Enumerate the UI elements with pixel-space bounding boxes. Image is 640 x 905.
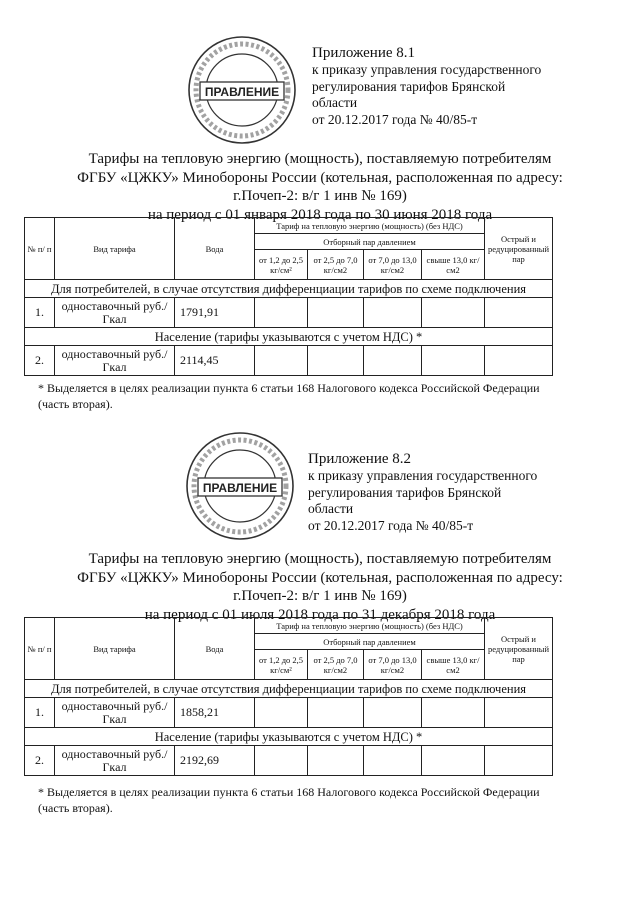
header-pressure-4: свыше 13,0 кг/см2 [422, 250, 485, 280]
row-water-value: 1858,21 [175, 698, 255, 728]
header-pressure-2: от 2,5 до 7,0 кг/см2 [308, 250, 364, 280]
row-tariff-type: одноставочный руб./Гкал [55, 698, 175, 728]
section-consumers: Для потребителей, в случае отсутствия дифференциации тарифов по схеме подключения [25, 680, 553, 698]
footnote: * Выделяется в целях реализации пункта 6 статьи 168 Налогового кодекса Российской Федерации (часть вторая). [38, 785, 540, 815]
empty-cell [422, 746, 485, 776]
empty-cell [308, 698, 364, 728]
section-population: Население (тарифы указываются с учетом НДС) * [25, 728, 553, 746]
table-row [25, 298, 553, 328]
title-line: г.Почеп-2: в/г 1 инв № 169) [233, 188, 407, 204]
row-number: 1. [25, 298, 55, 328]
order-line: области [312, 95, 358, 110]
header-sharp-steam: Острый и редуцированный пар [485, 218, 553, 280]
stamp-center-text: ПРАВЛЕНИЕ [204, 85, 280, 99]
empty-cell [485, 698, 553, 728]
order-date-number: от 20.12.2017 года № 40/85-т [312, 111, 478, 127]
row-tariff-type: одноставочный руб./Гкал [55, 346, 175, 376]
title-line: ФГБУ «ЦЖКУ» Минобороны России (котельная, расположенная по адресу: [77, 569, 563, 586]
row-number: 1. [25, 698, 55, 728]
row-number: 2. [25, 346, 55, 376]
empty-cell [308, 346, 364, 376]
title-line: г.Почеп-2: в/г 1 инв № 169) [233, 588, 407, 604]
row-number: 2. [25, 746, 55, 776]
order-line: регулирования тарифов Брянской [312, 78, 506, 94]
appendix-header [312, 44, 541, 128]
empty-cell [485, 298, 553, 328]
header-number: № п/ п [25, 218, 55, 280]
footnote: * Выделяется в целях реализации пункта 6 статьи 168 Налогового кодекса Российской Федерации (часть вторая). [38, 381, 540, 411]
tariff-table [24, 617, 553, 776]
header-pressure-1: от 1,2 до 2,5 кг/см² [255, 250, 308, 280]
row-water-value: 2192,69 [175, 746, 255, 776]
period-line: на период с 01 июля 2018 года по 31 декабря 2018 года [144, 606, 496, 623]
empty-cell [422, 698, 485, 728]
table-row [25, 346, 553, 376]
header-pressure-3: от 7,0 до 13,0 кг/см2 [364, 650, 422, 680]
document-title [0, 150, 640, 224]
appendix-title: Приложение 8.2 [308, 451, 412, 467]
tariff-table [24, 217, 553, 376]
appendix-header [308, 450, 537, 534]
header-tariff-group: Тариф на тепловую энергию (мощность) (без НДС) [255, 218, 485, 234]
order-date-number: от 20.12.2017 года № 40/85-т [308, 517, 474, 533]
header-pressure-4: свыше 13,0 кг/см2 [422, 650, 485, 680]
header-pressure-2: от 2,5 до 7,0 кг/см2 [308, 650, 364, 680]
row-tariff-type: одноставочный руб./Гкал [55, 298, 175, 328]
header-water: Вода [175, 618, 255, 680]
title-line: ФГБУ «ЦЖКУ» Минобороны России (котельная, расположенная по адресу: [77, 169, 563, 186]
header-sharp-steam: Острый и редуцированный пар [485, 618, 553, 680]
header-steam-pressure: Отборный пар давлением [255, 234, 485, 250]
empty-cell [308, 298, 364, 328]
empty-cell [485, 746, 553, 776]
row-water-value: 2114,45 [175, 346, 255, 376]
empty-cell [485, 346, 553, 376]
header-steam-pressure: Отборный пар давлением [255, 634, 485, 650]
order-line: к приказу управления государственного [308, 468, 538, 483]
period-line: на период с 01 января 2018 года по 30 июня 2018 года [147, 206, 493, 223]
header-pressure-1: от 1,2 до 2,5 кг/см² [255, 650, 308, 680]
section-consumers: Для потребителей, в случае отсутствия дифференциации тарифов по схеме подключения [25, 280, 553, 298]
empty-cell [364, 698, 422, 728]
title-line: Тарифы на тепловую энергию (мощность), поставляемую потребителям [88, 151, 552, 167]
header-tariff-type: Вид тарифа [55, 218, 175, 280]
section-population: Население (тарифы указываются с учетом НДС) * [25, 328, 553, 346]
table-row [25, 698, 553, 728]
appendix-title: Приложение 8.1 [312, 45, 416, 61]
empty-cell [255, 698, 308, 728]
header-tariff-type: Вид тарифа [55, 618, 175, 680]
empty-cell [255, 746, 308, 776]
document-title [0, 550, 640, 624]
order-line: области [308, 501, 354, 516]
empty-cell [255, 346, 308, 376]
empty-cell [364, 346, 422, 376]
empty-cell [308, 746, 364, 776]
empty-cell [364, 746, 422, 776]
row-water-value: 1791,91 [175, 298, 255, 328]
header-water: Вода [175, 218, 255, 280]
empty-cell [364, 298, 422, 328]
header-tariff-group: Тариф на тепловую энергию (мощность) (без НДС) [255, 618, 485, 634]
title-line: Тарифы на тепловую энергию (мощность), поставляемую потребителям [88, 551, 552, 567]
row-tariff-type: одноставочный руб./Гкал [55, 746, 175, 776]
order-line: регулирования тарифов Брянской [308, 484, 502, 500]
empty-cell [255, 298, 308, 328]
official-stamp-seal [186, 34, 298, 146]
empty-cell [422, 346, 485, 376]
header-number: № п/ п [25, 618, 55, 680]
header-pressure-3: от 7,0 до 13,0 кг/см2 [364, 250, 422, 280]
order-line: к приказу управления государственного [312, 62, 542, 77]
stamp-center-text: ПРАВЛЕНИЕ [202, 481, 278, 495]
official-stamp-seal [184, 430, 296, 542]
empty-cell [422, 298, 485, 328]
table-row [25, 746, 553, 776]
